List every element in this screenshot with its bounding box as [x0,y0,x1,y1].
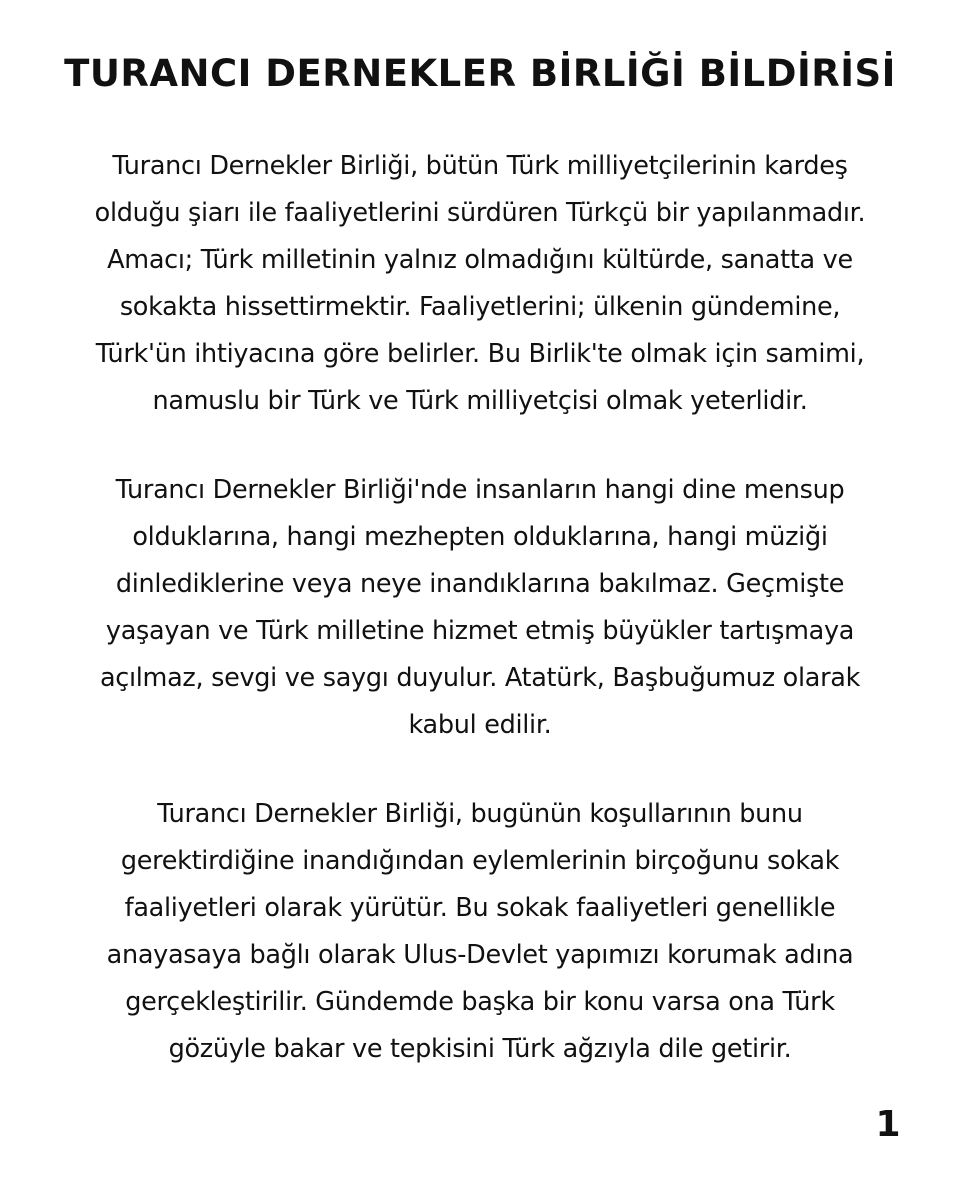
paragraph-line: Turancı Dernekler Birliği, bütün Türk milliyetçilerinin kardeş [112,151,848,181]
paragraph-line: olduğu şiarı ile faaliyetlerini sürdüren Türkçü bir yapılanmadır. [94,198,866,228]
paragraph-line: gerektirdiğine inandığından eylemlerinin birçoğunu sokak [120,846,840,876]
paragraph-line: anayasaya bağlı olarak Ulus-Devlet yapımızı korumak adına [106,940,854,970]
paragraph-line: dinlediklerine veya neye inandıklarına bakılmaz. Geçmişte [115,569,845,599]
paragraph-line: Türk'ün ihtiyacına göre belirler. Bu Birlik'te olmak için samimi, [95,339,865,369]
paragraph-3 [0,791,960,1073]
paragraph-line: yaşayan ve Türk milletine hizmet etmiş büyükler tartışmaya [105,616,855,646]
paragraph-line: Turancı Dernekler Birliği'nde insanların hangi dine mensup [115,475,845,505]
paragraph-line: sokakta hissettirmektir. Faaliyetlerini; ülkenin gündemine, [119,292,841,322]
paragraph-line: olduklarına, hangi mezhepten olduklarına, hangi müziği [132,522,828,552]
paragraph-line: Turancı Dernekler Birliği, bugünün koşullarının bunu [157,799,803,829]
paragraph-line: kabul edilir. [408,710,552,740]
paragraph-line: Amacı; Türk milletinin yalnız olmadığını kültürde, sanatta ve [107,245,853,275]
page-number: 1 [875,1104,901,1145]
paragraph-line: faaliyetleri olarak yürütür. Bu sokak faaliyetleri genellikle [124,893,836,923]
paragraph-2 [0,467,960,749]
paragraph-line: gerçekleştirilir. Gündemde başka bir konu varsa ona Türk [125,987,835,1017]
paragraph-line: gözüyle bakar ve tepkisini Türk ağzıyla dile getirir. [168,1034,792,1064]
paragraph-line: namuslu bir Türk ve Türk milliyetçisi olmak yeterlidir. [152,386,808,416]
paragraph-1 [0,143,960,425]
page-title: TURANCI DERNEKLER BİRLİĞİ BİLDİRİSİ [64,52,896,95]
paragraph-line: açılmaz, sevgi ve saygı duyulur. Atatürk, Başbuğumuz olarak [99,663,861,693]
